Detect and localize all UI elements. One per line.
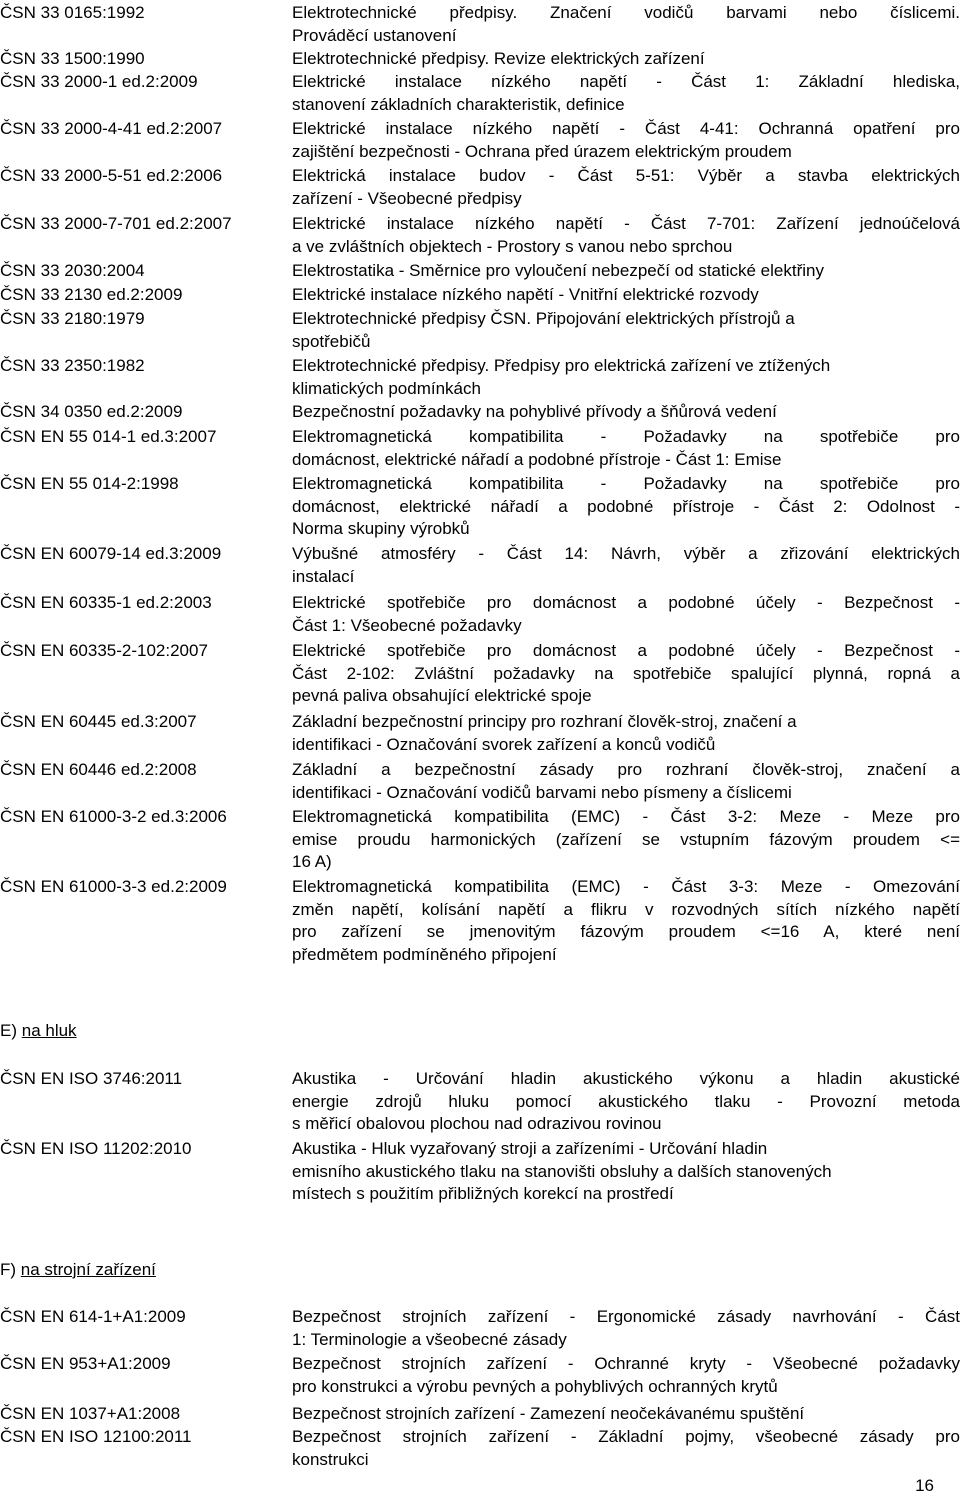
page-number: 16 [915, 1476, 934, 1495]
standard-title [292, 1426, 960, 1471]
title-line: Část 2-102: Zvláštní požadavky na spotřebiče spalující plynná, ropná a [292, 663, 960, 683]
title-line: Norma skupiny výrobků [292, 519, 470, 538]
title-line: Akustika - Hluk vyzařovaný stroji a zařízeními - Určování hladin [292, 1139, 768, 1158]
title-line: Elektromagnetická kompatibilita - Požadavky na spotřebiče pro [292, 427, 960, 446]
title-line: Bezpečnost strojních zařízení - Základní pojmy, všeobecné zásady pro [292, 1427, 960, 1446]
standard-title [292, 1403, 960, 1426]
title-line: Elektromagnetická kompatibilita (EMC) - Část 3-3: Meze - Omezování [292, 877, 960, 896]
title-line: 1: Terminologie a všeobecné zásady [292, 1329, 567, 1349]
standard-title [292, 165, 960, 210]
standard-title [292, 308, 960, 353]
title-line: instalací [292, 566, 355, 586]
standard-code: ČSN EN 1037+A1:2008 [0, 1404, 181, 1423]
standard-title [292, 260, 960, 283]
title-line: 16 A) [292, 852, 332, 871]
standard-code: ČSN EN 61000-3-2 ed.3:2006 [0, 807, 227, 826]
title-line: Základní a bezpečnostní zásady pro rozhraní člověk-stroj, značení a [292, 760, 960, 779]
standard-code: ČSN EN 953+A1:2009 [0, 1354, 171, 1373]
standard-title [292, 711, 960, 756]
title-line: pro konstrukci a výrobu pevných a pohyblivých ochranných krytů [292, 1376, 778, 1396]
standard-code: ČSN 33 2130 ed.2:2009 [0, 285, 183, 304]
title-line: Elektrické spotřebiče pro domácnost a podobné účely - Bezpečnost - [292, 641, 960, 660]
standard-title [292, 118, 960, 163]
title-line: Elektrotechnické předpisy ČSN. Připojování elektrických přístrojů a [292, 309, 795, 328]
standard-code: ČSN 33 0165:1992 [0, 3, 145, 22]
standard-code: ČSN EN 60335-2-102:2007 [0, 641, 208, 660]
title-line: Elektrické instalace nízkého napětí - Část 1: Základní hlediska, [292, 72, 960, 91]
title-line: a ve zvláštních objektech - Prostory s vanou nebo sprchou [292, 236, 733, 256]
standard-code: ČSN EN ISO 11202:2010 [0, 1139, 192, 1158]
title-line: energie zdrojů hluku pomocí akustického tlaku - Provozní metoda [292, 1091, 960, 1111]
title-line: pevná paliva obsahující elektrické spoje [292, 686, 592, 705]
standard-code: ČSN EN ISO 3746:2011 [0, 1069, 183, 1088]
standard-code: ČSN 33 2180:1979 [0, 309, 145, 328]
title-line: Elektrické instalace nízkého napětí - Část 7-701: Zařízení jednoúčelová [292, 214, 960, 233]
title-line: předmětem podmíněného připojení [292, 944, 557, 964]
title-line: Část 1: Všeobecné požadavky [292, 615, 522, 635]
title-line: Elektrické instalace nízkého napětí - Vnitřní elektrické rozvody [292, 285, 759, 304]
title-line: Elektrostatika - Směrnice pro vyloučení nebezpečí od statické elektřiny [292, 261, 824, 280]
title-line: Bezpečnost strojních zařízení - Zamezení neočekávanému spuštění [292, 1404, 805, 1423]
standard-code: ČSN 33 2000-1 ed.2:2009 [0, 72, 198, 91]
title-line: Elektrické spotřebiče pro domácnost a podobné účely - Bezpečnost - [292, 593, 960, 612]
standard-code: ČSN EN 60335-1 ed.2:2003 [0, 593, 212, 612]
standard-title [292, 426, 960, 471]
standard-code: ČSN 33 2000-5-51 ed.2:2006 [0, 166, 223, 185]
standard-title [292, 543, 960, 588]
title-line: Elektromagnetická kompatibilita (EMC) - Část 3-2: Meze - Meze pro [292, 807, 960, 826]
title-line: Prováděcí ustanovení [292, 25, 457, 45]
standard-code: ČSN EN 61000-3-3 ed.2:2009 [0, 877, 227, 896]
standard-title [292, 806, 960, 874]
title-line: Elektrotechnické předpisy. Revize elektrických zařízení [292, 49, 705, 68]
title-line: emisního akustického tlaku na stanovišti obsluhy a dalších stanovených [292, 1161, 832, 1181]
standard-code: ČSN EN 614-1+A1:2009 [0, 1307, 186, 1326]
title-line: konstrukci [292, 1449, 369, 1469]
standard-code: ČSN EN 60079-14 ed.3:2009 [0, 544, 222, 563]
section-letter: F) [0, 1260, 21, 1279]
standard-title [292, 876, 960, 966]
title-line: Základní bezpečnostní principy pro rozhraní člověk-stroj, značení a [292, 712, 797, 731]
title-line: zařízení - Všeobecné předpisy [292, 188, 522, 208]
title-line: Akustika - Určování hladin akustického výkonu a hladin akustické [292, 1069, 960, 1088]
title-line: domácnost, elektrické nářadí a podobné přístroje - Část 2: Odolnost - [292, 496, 960, 516]
title-line: změn napětí, kolísání napětí a flikru v rozvodných sítích nízkého napětí [292, 899, 960, 919]
standard-code: ČSN EN 60446 ed.2:2008 [0, 760, 197, 779]
title-line: Bezpečnost strojních zařízení - Ergonomické zásady navrhování - Část [292, 1307, 960, 1326]
title-line: stanovení základních charakteristik, definice [292, 94, 625, 114]
standard-title [292, 213, 960, 258]
standard-title [292, 401, 960, 424]
title-line: místech s použitím přibližných korekcí na prostředí [292, 1184, 674, 1203]
title-line: spotřebičů [292, 331, 371, 351]
standard-title [292, 71, 960, 116]
title-line: domácnost, elektrické nářadí a podobné přístroje - Část 1: Emise [292, 449, 782, 469]
standard-code: ČSN 34 0350 ed.2:2009 [0, 402, 183, 421]
standard-title [292, 1068, 960, 1136]
title-line: klimatických podmínkách [292, 378, 481, 398]
standard-code: ČSN 33 2030:2004 [0, 261, 145, 280]
standard-code: ČSN 33 2000-7-701 ed.2:2007 [0, 214, 232, 233]
standard-title [292, 48, 960, 71]
standard-title [292, 355, 960, 400]
section-heading [0, 1259, 156, 1282]
title-line: Elektrotechnické předpisy. Značení vodičů barvami nebo číslicemi. [292, 3, 960, 22]
section-heading [0, 1020, 77, 1043]
standard-code: ČSN EN ISO 12100:2011 [0, 1427, 192, 1446]
title-line: Elektrotechnické předpisy. Předpisy pro elektrická zařízení ve ztížených [292, 356, 831, 375]
standard-code: ČSN 33 2000-4-41 ed.2:2007 [0, 119, 223, 138]
standard-title [292, 284, 960, 307]
standard-code: ČSN EN 55 014-2:1998 [0, 474, 179, 493]
title-line: Elektromagnetická kompatibilita - Požadavky na spotřebiče pro [292, 474, 960, 493]
title-line: identifikaci - Označování svorek zařízení a konců vodičů [292, 734, 716, 754]
standard-title [292, 1306, 960, 1351]
title-line: Elektrické instalace nízkého napětí - Část 4-41: Ochranná opatření pro [292, 119, 960, 138]
standard-title [292, 2, 960, 47]
standard-title [292, 473, 960, 541]
standard-code: ČSN EN 55 014-1 ed.3:2007 [0, 427, 217, 446]
section-title: na hluk [21, 1021, 77, 1040]
title-line: Bezpečnost strojních zařízení - Ochranné kryty - Všeobecné požadavky [292, 1354, 960, 1373]
title-line: Výbušné atmosféry - Část 14: Návrh, výběr a zřizování elektrických [292, 544, 960, 563]
title-line: emise proudu harmonických (zařízení se vstupním fázovým proudem <= [292, 829, 960, 849]
standard-title [292, 640, 960, 708]
standard-code: ČSN EN 60445 ed.3:2007 [0, 712, 197, 731]
standard-title [292, 1138, 960, 1206]
title-line: zajištění bezpečnosti - Ochrana před úrazem elektrickým proudem [292, 141, 792, 161]
section-letter: E) [0, 1021, 22, 1040]
title-line: pro zařízení se jmenovitým fázovým proudem <=16 A, které není [292, 922, 960, 941]
standard-title [292, 1353, 960, 1398]
title-line: identifikaci - Označování vodičů barvami nebo písmeny a číslicemi [292, 782, 792, 802]
standard-code: ČSN 33 1500:1990 [0, 49, 145, 68]
title-line: Bezpečnostní požadavky na pohyblivé přívody a šňůrová vedení [292, 402, 777, 421]
title-line: s měřicí obalovou plochou nad odrazivou rovinou [292, 1114, 662, 1133]
standard-code: ČSN 33 2350:1982 [0, 356, 145, 375]
standard-title [292, 592, 960, 637]
standard-title [292, 759, 960, 804]
title-line: Elektrická instalace budov - Část 5-51: Výběr a stavba elektrických [292, 166, 960, 185]
section-title: na strojní zařízení [20, 1260, 156, 1279]
